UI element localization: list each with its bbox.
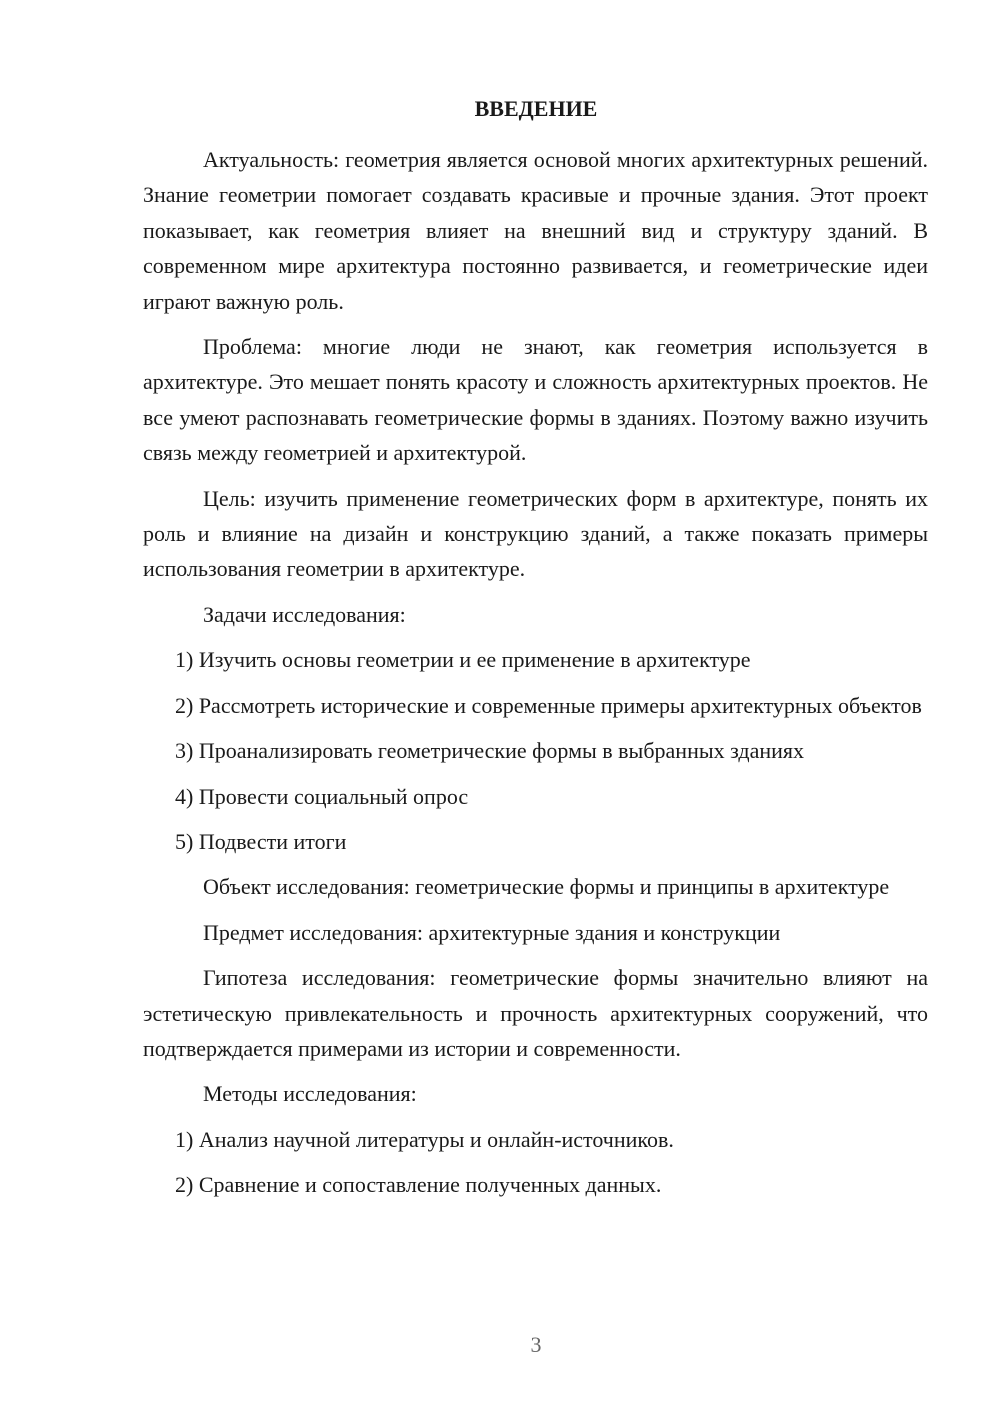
- method-item: 2) Сравнение и сопоставление полученных данных.: [175, 1172, 662, 1198]
- subject-paragraph: Предмет исследования: архитектурные здания и конструкции: [203, 919, 781, 945]
- task-item: 5) Подвести итоги: [175, 828, 347, 854]
- hypothesis-paragraph: Гипотеза исследования: геометрические формы значительно влияют на эстетическую привлекательность и прочность архитектурных сооружений, что подтверждается примерами из истории и современности.: [143, 965, 928, 1061]
- goal-paragraph: Цель: изучить применение геометрических форм в архитектуре, понять их роль и влияние на дизайн и конструкцию зданий, а также показать примеры использования геометрии в архитектуре.: [143, 485, 928, 582]
- document-body: [143, 142, 928, 1213]
- task-item: 2) Рассмотреть исторические и современные примеры архитектурных объектов: [175, 692, 922, 718]
- relevance-paragraph: Актуальность: геометрия является основой многих архитектурных решений. Знание геометрии помогает создавать красивые и прочные здания. Этот проект показывает, как геометрия влияет на внешний вид и структуру зданий. В современном мире архитектура постоянно развивается, и геометрические идеи играют важную роль.: [143, 147, 928, 314]
- method-item: 1) Анализ научной литературы и онлайн-источников.: [175, 1126, 674, 1152]
- task-item: 4) Провести социальный опрос: [175, 783, 469, 809]
- task-item: 1) Изучить основы геометрии и ее применение в архитектуре: [175, 647, 751, 673]
- page-number: 3: [530, 1332, 542, 1357]
- object-paragraph: Объект исследования: геометрические формы и принципы в архитектуре: [203, 874, 890, 900]
- tasks-heading: Задачи исследования:: [203, 601, 406, 627]
- problem-paragraph: Проблема: многие люди не знают, как геометрия используется в архитектуре. Это мешает понять красоту и сложность архитектурных проектов. Не все умеют распознавать геометрические формы в зданиях. Поэтому важно изучить связь между геометрией и архитектурой.: [143, 334, 928, 466]
- task-item: 3) Проанализировать геометрические формы в выбранных зданиях: [175, 738, 805, 764]
- page-title: ВВЕДЕНИЕ: [474, 96, 598, 121]
- methods-heading: Методы исследования:: [203, 1081, 417, 1107]
